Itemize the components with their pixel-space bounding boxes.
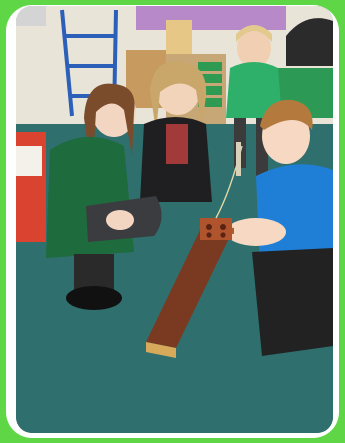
wall-board — [16, 6, 46, 26]
tissue-box — [166, 20, 192, 54]
photo-illustration — [16, 6, 333, 433]
force-meter — [236, 142, 241, 176]
display-board — [136, 6, 286, 30]
paper-on-table — [16, 146, 42, 176]
classroom-photo — [16, 6, 333, 433]
brick — [200, 218, 232, 240]
